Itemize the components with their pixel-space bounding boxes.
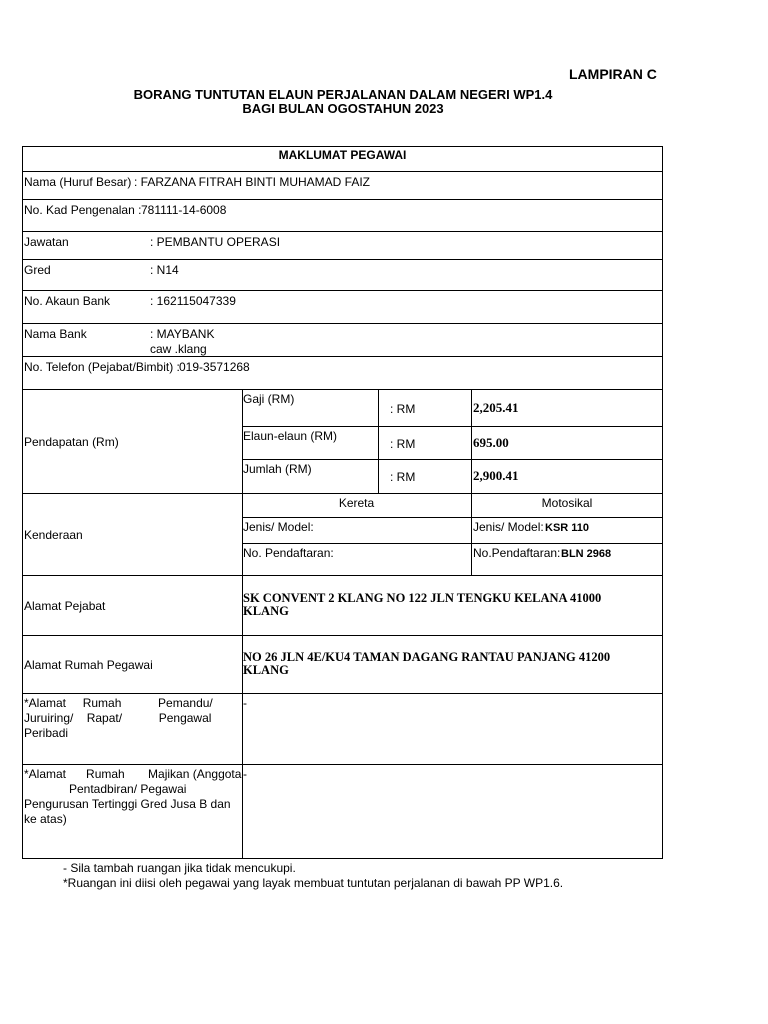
column-divider (242, 389, 243, 859)
gaji-label: Gaji (RM) (243, 392, 295, 406)
row-divider (242, 517, 663, 518)
form-subtitle: BAGI BULAN OGOSTAHUN 2023 (242, 101, 444, 116)
footnote-2: *Ruangan ini diisi oleh pegawai yang layak membuat tuntutan perjalanan di bawah PP WP1.6. (63, 876, 564, 890)
jumlah-amount: 2,900.41 (473, 468, 519, 483)
alamat-rumah-label: Alamat Rumah Pegawai (24, 658, 153, 672)
alamat-majikan-label-line3: Pengurusan Tertinggi Gred Jusa B dan (24, 797, 231, 811)
akaun-bank-label: No. Akaun Bank (24, 294, 111, 308)
jawatan-value: : PEMBANTU OPERASI (150, 235, 281, 249)
gaji-amount: 2,205.41 (473, 400, 519, 415)
nama-bank-value: : MAYBANK (150, 327, 215, 341)
gred-label: Gred (24, 263, 51, 277)
nama-value: : FARZANA FITRAH BINTI MUHAMAD FAIZ (134, 175, 371, 189)
kereta-jenis-label: Jenis/ Model: (243, 520, 314, 534)
nama-bank-label: Nama Bank (24, 327, 87, 341)
row-divider (22, 323, 663, 324)
row-divider (22, 764, 663, 765)
alamat-majikan-label-line1: *Alamat Rumah Majikan (Anggota (24, 767, 242, 781)
alamat-majikan-label-line4: ke atas) (24, 812, 67, 826)
row-divider (242, 426, 663, 427)
gaji-unit: : RM (390, 402, 416, 416)
alamat-pejabat-value: SK CONVENT 2 KLANG NO 122 JLN TENGKU KELANA 41000 KLANG (243, 591, 602, 618)
moto-jenis-label: Jenis/ Model: (473, 520, 544, 534)
row-divider (22, 356, 663, 357)
row-divider (22, 259, 663, 260)
row-divider (22, 199, 663, 200)
akaun-bank-value: : 162115047339 (150, 294, 236, 308)
form-title: BORANG TUNTUTAN ELAUN PERJALANAN DALAM NEGERI WP1.4 (133, 87, 553, 102)
footnote-1: - Sila tambah ruangan jika tidak mencukupi. (63, 861, 296, 875)
telefon-value: 019-3571268 (179, 360, 250, 374)
nama-bank-branch: caw .klang (150, 342, 207, 356)
alamat-pemandu-value: - (243, 696, 247, 710)
jumlah-unit: : RM (390, 470, 416, 484)
kereta-header: Kereta (338, 496, 375, 510)
motosikal-header: Motosikal (541, 496, 593, 510)
row-divider (22, 693, 663, 694)
moto-daftar-label: No.Pendaftaran: (473, 546, 561, 560)
moto-jenis-value: KSR 110 (545, 522, 590, 534)
row-divider (22, 635, 663, 636)
alamat-pemandu-label-line3: Peribadi (24, 726, 69, 740)
appendix-label: LAMPIRAN C (569, 66, 657, 82)
elaun-label: Elaun-elaun (RM) (243, 429, 338, 443)
column-divider (471, 389, 472, 575)
alamat-pejabat-label: Alamat Pejabat (24, 599, 106, 613)
row-divider (242, 459, 663, 460)
column-divider (378, 389, 379, 493)
alamat-pemandu-label-line1: *Alamat Rumah Pemandu/ (24, 696, 213, 710)
alamat-majikan-label-line2: Pentadbiran/ Pegawai (69, 782, 187, 796)
alamat-rumah-value: NO 26 JLN 4E/KU4 TAMAN DAGANG RANTAU PANJANG 41200 KLANG (243, 650, 611, 677)
elaun-amount: 695.00 (473, 435, 509, 450)
nama-label: Nama (Huruf Besar) (24, 175, 132, 189)
row-divider (22, 231, 663, 232)
pendapatan-label: Pendapatan (Rm) (24, 435, 119, 449)
alamat-pemandu-label-line2: Juruiring/ Rapat/ Pengawal (24, 711, 212, 725)
elaun-unit: : RM (390, 437, 416, 451)
row-divider (22, 389, 663, 390)
section-title: MAKLUMAT PEGAWAI (278, 148, 407, 162)
row-divider (22, 171, 663, 172)
kereta-daftar-label: No. Pendaftaran: (243, 546, 334, 560)
row-divider (22, 493, 663, 494)
kenderaan-label: Kenderaan (24, 528, 83, 542)
row-divider (22, 575, 663, 576)
jawatan-label: Jawatan (24, 235, 69, 249)
row-divider (22, 290, 663, 291)
kad-pengenalan-label: No. Kad Pengenalan : (24, 203, 142, 217)
alamat-majikan-value: - (243, 767, 247, 781)
row-divider (242, 543, 663, 544)
gred-value: : N14 (150, 263, 179, 277)
jumlah-label: Jumlah (RM) (243, 462, 312, 476)
moto-daftar-value: BLN 2968 (561, 548, 612, 560)
telefon-label: No. Telefon (Pejabat/Bimbit) : (24, 360, 180, 374)
kad-pengenalan-value: 781111-14-6008 (141, 203, 227, 217)
